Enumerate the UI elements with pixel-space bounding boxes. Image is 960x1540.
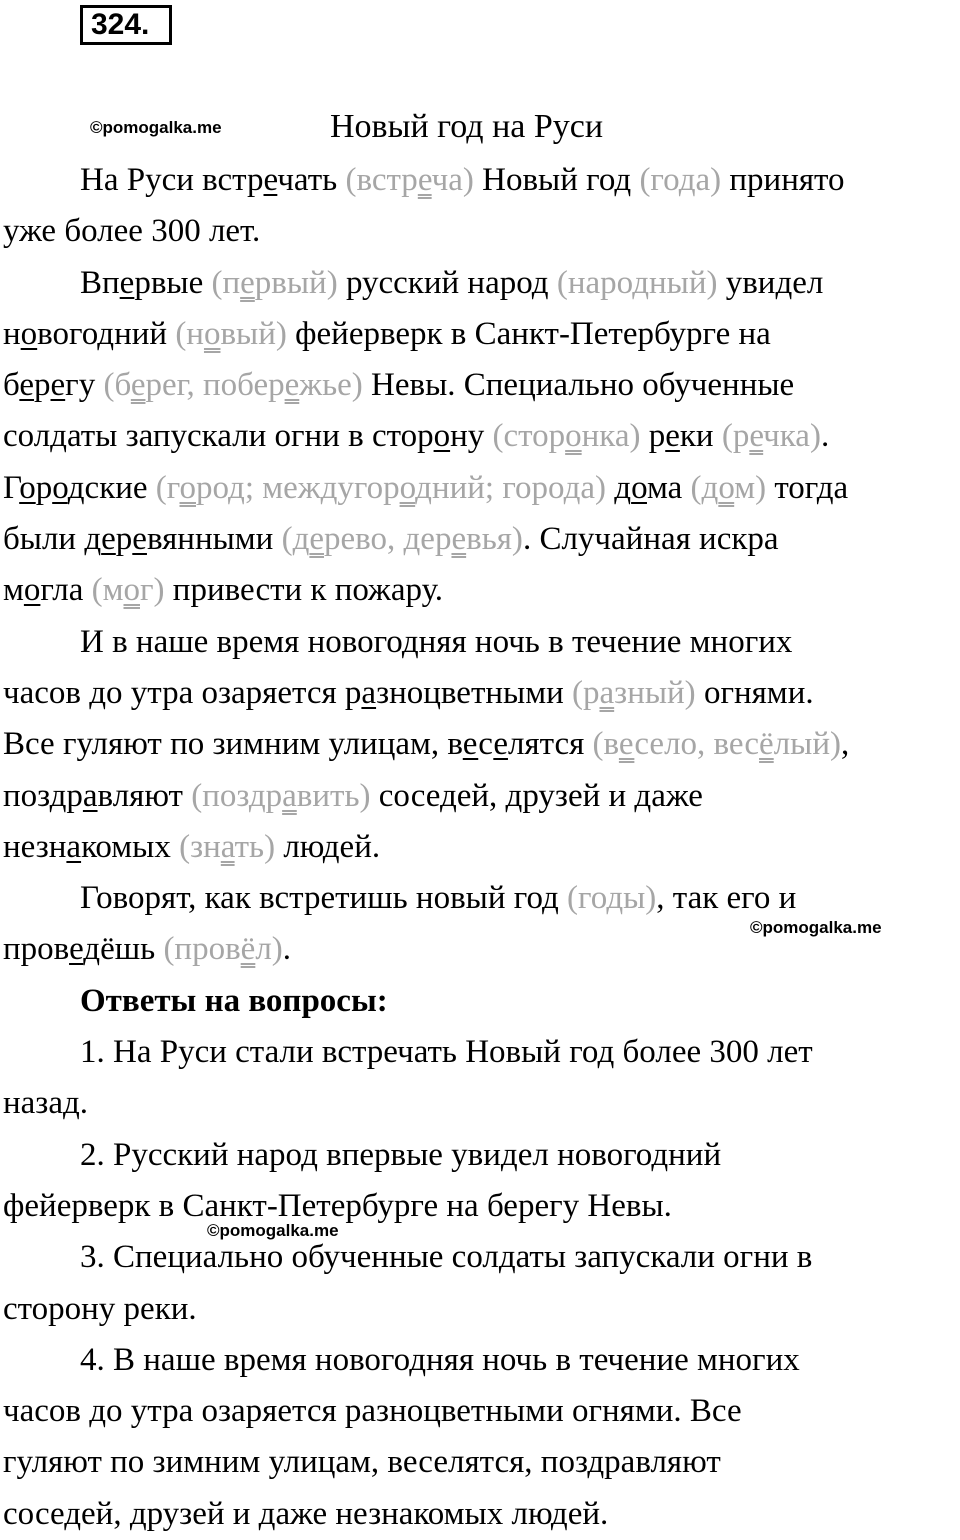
answers-heading: Ответы на вопросы: [80,982,388,1019]
text-line: поздравляют (поздравить) соседей, друзей и даже [3,777,703,814]
text-line: Впервые (первый) русский народ (народный) увидел [80,264,824,301]
answer-4: соседей, друзей и даже незнакомых людей. [3,1495,609,1532]
text-line: проведёшь (провёл). [3,931,292,968]
watermark: ©pomogalka.me [207,1221,339,1240]
answer-4: часов до утра озаряется разноцветными огнями. Все [3,1393,742,1430]
answer-1: 1. На Руси стали встречать Новый год более 300 лет [80,1034,813,1071]
text-line: солдаты запускали огни в сторону (сторонка) реки (речка). [3,418,830,455]
answer-2: 2. Русский народ впервые увидел новогодний [80,1136,722,1173]
answer-3: сторону реки. [3,1290,197,1327]
answer-4: 4. В наше время новогодняя ночь в течение многих [80,1341,800,1378]
text-line: были деревянными (дерево, деревья). Случайная искра [3,521,779,558]
watermark: ©pomogalka.me [750,918,882,937]
main-text [3,155,958,1540]
answer-3: 3. Специально обученные солдаты запускали огни в [80,1239,813,1276]
text-title: Новый год на Руси [330,108,604,145]
answer-1: назад. [3,1085,89,1122]
text-line: На Руси встречать (встреча) Новый год (года) принято [80,162,845,198]
text-line: уже более 300 лет. [3,213,261,250]
hint: (года) [639,162,722,198]
text-line: часов до утра озаряется разноцветными (разный) огнями. [3,674,814,711]
exercise-number: 324. [80,5,172,45]
text-line: Все гуляют по зимним улицам, веселятся (весело, весёлый), [3,726,850,763]
text-line: И в наше время новогодняя ночь в течение многих [80,623,793,660]
text-line: могла (мог) привести к пожару. [3,572,444,609]
answer-2: фейерверк в Санкт-Петербурге на берегу Невы. [3,1187,672,1224]
watermark: ©pomogalka.me [90,118,222,137]
answer-4: гуляют по зимним улицам, веселятся, поздравляют [3,1444,721,1481]
hint: (встреча) [345,162,474,198]
text-line: незнакомых (знать) людей. [3,828,381,865]
text-line: берегу (берег, побережье) Невы. Специально обученные [3,367,795,404]
text-line: Городские (город; междугородний; города) дома (дом) тогда [3,469,849,506]
text-line: новогодний (новый) фейерверк в Санкт-Петербурге на [3,315,771,352]
text-line: Говорят, как встретишь новый год (годы), так его и [80,880,797,917]
